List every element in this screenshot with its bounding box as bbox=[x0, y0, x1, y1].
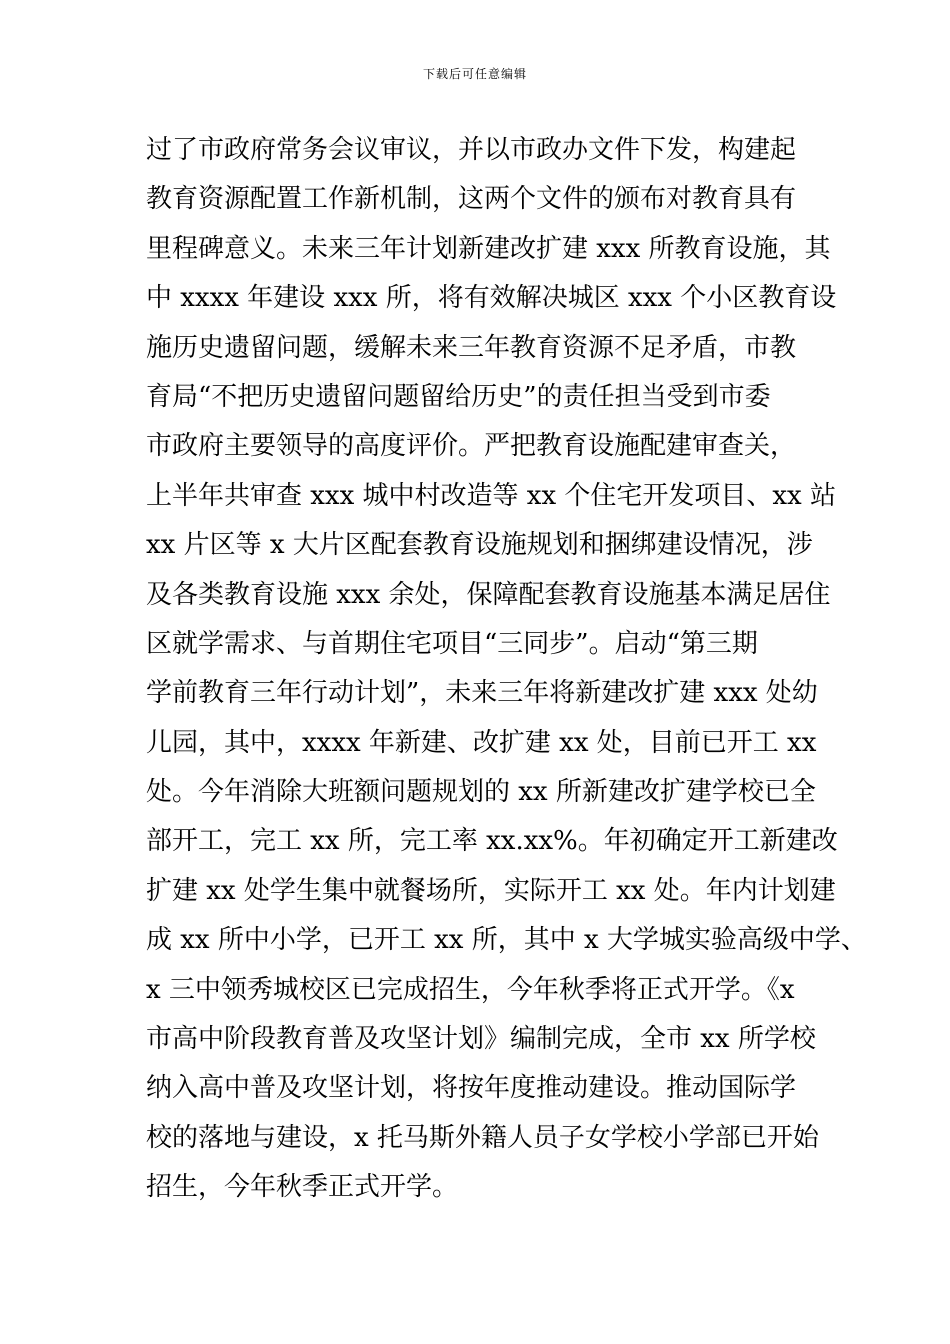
text-line: 市高中阶段教育普及攻坚计划》编制完成，全市 xx 所学校 bbox=[146, 1024, 816, 1055]
document-body bbox=[146, 126, 867, 1213]
text-line: 扩建 xx 处学生集中就餐场所，实际开工 xx 处。年内计划建 bbox=[146, 875, 836, 906]
text-line: xx 片区等 x 大片区配套教育设施规划和捆绑建设情况，涉 bbox=[146, 530, 813, 561]
text-line: 成 xx 所中小学，已开工 xx 所，其中 x 大学城实验高级中学、 bbox=[146, 925, 867, 956]
text-line: x 三中领秀城校区已完成招生，今年秋季将正式开学。《x bbox=[146, 974, 795, 1005]
text-line: 市政府主要领导的高度评价。严把教育设施配建审查关， bbox=[146, 431, 797, 462]
text-line: 教育资源配置工作新机制，这两个文件的颁布对教育具有 bbox=[146, 184, 797, 215]
text-line: 儿园，其中，xxxx 年新建、改扩建 xx 处，目前已开工 xx bbox=[146, 727, 817, 758]
text-line: 育局“不把历史遗留问题留给历史”的责任担当受到市委 bbox=[146, 381, 771, 412]
text-line: 区就学需求、与首期住宅项目“三同步”。启动“第三期 bbox=[146, 628, 758, 659]
text-line: 纳入高中普及攻坚计划，将按年度推动建设。推动国际学 bbox=[146, 1073, 797, 1104]
text-line: 中 xxxx 年建设 xxx 所，将有效解决城区 xxx 个小区教育设 bbox=[146, 283, 837, 314]
text-line: 部开工，完工 xx 所，完工率 xx.xx%。年初确定开工新建改 bbox=[146, 826, 838, 857]
text-line: 处。今年消除大班额问题规划的 xx 所新建改扩建学校已全 bbox=[146, 777, 816, 808]
text-line: 施历史遗留问题，缓解未来三年教育资源不足矛盾，市教 bbox=[146, 332, 797, 363]
page-header: 下载后可任意编辑 bbox=[422, 67, 527, 81]
text-line: 招生，今年秋季正式开学。 bbox=[146, 1172, 459, 1203]
text-line: 过了市政府常务会议审议，并以市政办文件下发，构建起 bbox=[146, 135, 797, 165]
text-line: 校的落地与建设，x 托马斯外籍人员子女学校小学部已开始 bbox=[146, 1122, 819, 1153]
text-line: 及各类教育设施 xxx 余处，保障配套教育设施基本满足居住 bbox=[146, 579, 831, 610]
text-line: 里程碑意义。未来三年计划新建改扩建 xxx 所教育设施，其 bbox=[146, 233, 831, 264]
text-line: 上半年共审查 xxx 城中村改造等 xx 个住宅开发项目、xx 站 bbox=[146, 480, 836, 511]
text-line: 学前教育三年行动计划”，未来三年将新建改扩建 xxx 处幼 bbox=[146, 678, 818, 709]
